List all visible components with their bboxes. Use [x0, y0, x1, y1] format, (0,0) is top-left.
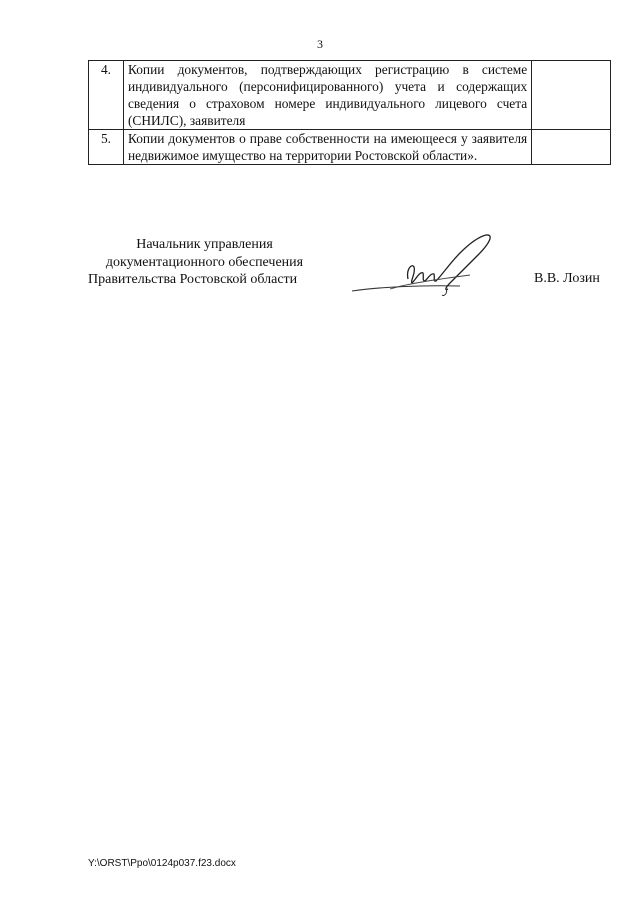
table-row: [89, 61, 611, 130]
row-number: 4.: [89, 61, 124, 130]
handwritten-signature: [350, 229, 505, 301]
signatory-title-line: Начальник управления: [136, 237, 273, 252]
table-row: [89, 130, 611, 165]
row-number: 5.: [89, 130, 124, 165]
signatory-title-line: Правительства Ростовской области: [88, 272, 298, 287]
row-note: [532, 61, 611, 130]
signatory-title: [88, 236, 321, 289]
signer-name: В.В. Лозин: [534, 271, 600, 286]
row-text: Копии документов, подтверждающих регистрацию в системе индивидуального (персонифицированного) учета и содержащих сведения о страховом номере индивидуального лицевого счета (СНИЛС), заявителя: [123, 61, 531, 130]
signatory-title-line: документационного обеспечения: [105, 254, 304, 270]
document-table: [88, 60, 611, 165]
row-text: Копии документов о праве собственности на имеющееся у заявителя недвижимое имущество на территории Ростовской области».: [123, 130, 531, 165]
file-path: Y:\ORST\Ppo\0124p037.f23.docx: [88, 858, 236, 869]
row-note: [532, 130, 611, 165]
page-number: 3: [317, 37, 323, 51]
